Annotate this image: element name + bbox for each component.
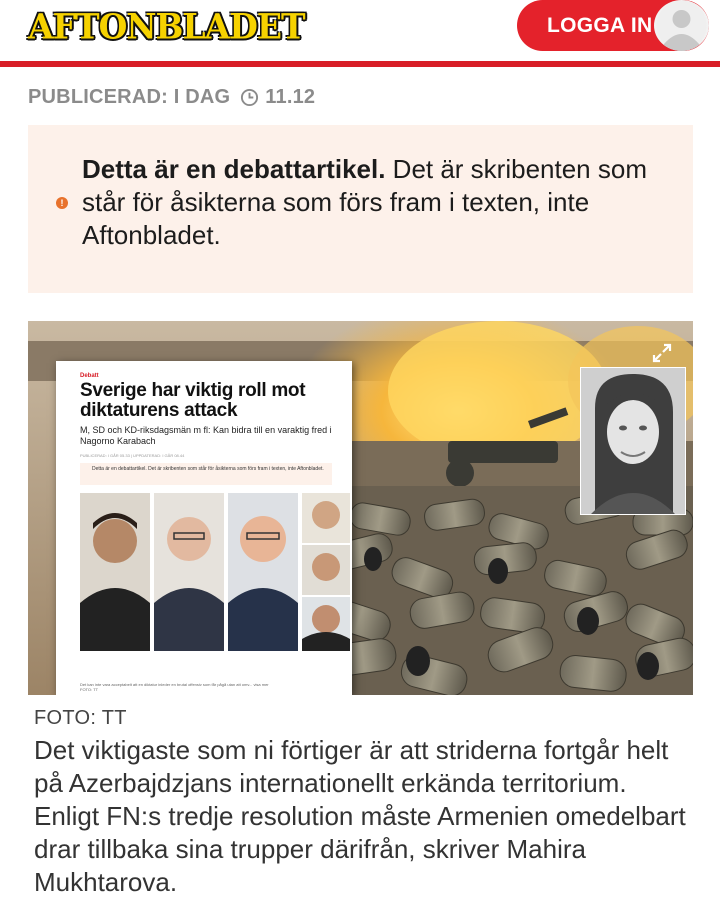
clip-meta: PUBLICERAD: I GÅR 05.33 | UPPDATERAD: I GÅR 08.44 xyxy=(80,453,185,458)
published-label: PUBLICERAD: I DAG xyxy=(28,85,231,108)
clip-caption xyxy=(80,682,340,692)
info-icon: ! xyxy=(56,197,68,209)
login-button-label: LOGGA IN xyxy=(547,13,653,37)
site-header xyxy=(0,0,720,60)
expand-icon[interactable] xyxy=(652,343,672,363)
clip-portraits xyxy=(80,493,352,687)
published-info xyxy=(28,84,315,110)
author-portrait xyxy=(580,367,686,515)
user-avatar-icon[interactable] xyxy=(654,0,709,51)
photo-credit: FOTO: TT xyxy=(34,707,127,729)
clip-notice: Detta är en debattartikel. Det är skribenten som står för åsikterna som förs fram i texten, inte Aftonbladet. xyxy=(80,463,332,485)
debate-notice-text xyxy=(82,153,677,252)
debate-notice-rest: Det är skribenten som står för åsikterna som förs fram i texten, inte Aftonbladet. xyxy=(82,154,647,250)
article-ingress: Det viktigaste som ni förtiger är att striderna fortgår helt på Azerbajdzjans internationellt erkända territorium. Enligt FN:s tredje resolution måste Armenien omedelbart drar tillbaka sina trupper därifrån, skriver Mahira Mukhtarova. xyxy=(34,735,686,897)
clip-caption-foto: FOTO: TT xyxy=(80,687,99,692)
debate-notice xyxy=(28,125,693,293)
debate-notice-bold: Detta är en debattartikel. xyxy=(82,154,386,184)
published-time: 11.12 xyxy=(265,85,316,108)
clip-headline: Sverige har viktig roll mot diktaturens attack xyxy=(80,380,306,421)
aftonbladet-logo[interactable]: AFTONBLADET xyxy=(28,5,305,47)
header-divider xyxy=(0,61,720,67)
clip-kicker: Debatt xyxy=(80,373,99,379)
clip-caption-text: Det kan inte vara acceptabelt att en diktatur inleder en brutal offensiv som får pågå utan att omv... visa mer xyxy=(80,682,269,687)
article-main-image[interactable] xyxy=(28,321,693,695)
clip-subhead: M, SD och KD-riksdagsmän m fl: Kan bidra till en varaktig fred i Nagorno Karabach xyxy=(80,425,332,446)
newspaper-clipping xyxy=(56,361,352,695)
clock-icon xyxy=(240,88,259,107)
